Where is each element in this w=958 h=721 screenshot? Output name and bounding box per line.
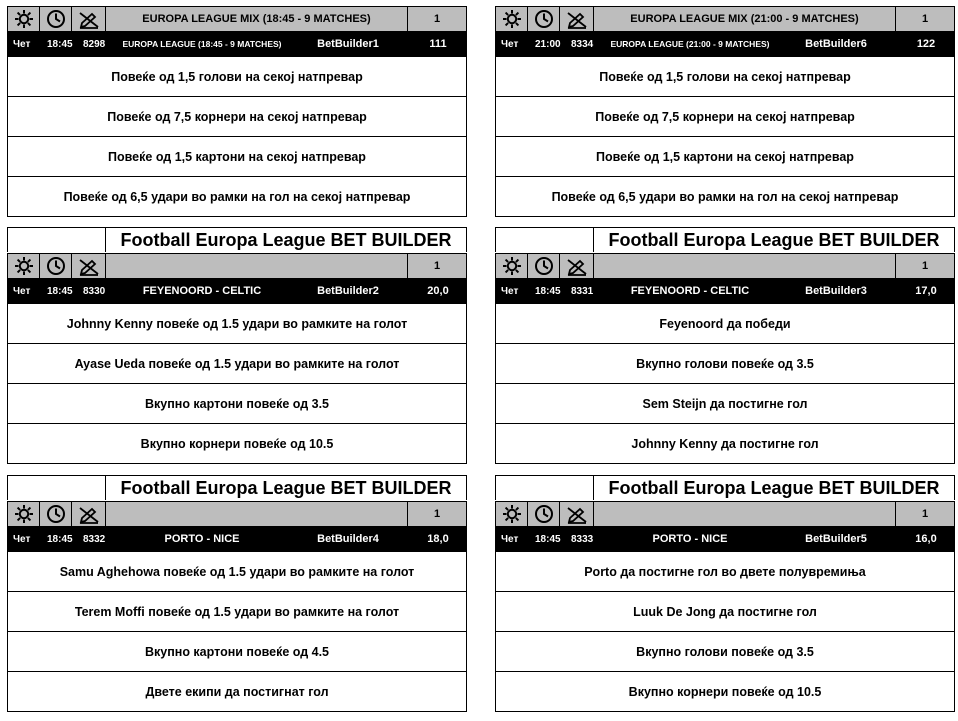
selection-item: Повеќе од 7,5 корнери на секој натпревар	[7, 97, 467, 137]
icon-row	[495, 501, 955, 527]
count-cell: 1	[895, 254, 954, 278]
event-row[interactable]	[495, 527, 955, 551]
selection-item: Вкупно корнери повеќе од 10.5	[7, 424, 467, 464]
count-cell: 1	[407, 502, 466, 526]
day-cell: Чет	[13, 38, 31, 50]
event-row[interactable]	[7, 32, 467, 56]
time-cell: 18:45	[47, 285, 73, 297]
time-cell: 18:45	[535, 533, 561, 545]
clock-icon[interactable]	[40, 502, 72, 526]
builder-name: BetBuilder2	[317, 285, 379, 297]
time-cell: 21:00	[535, 38, 561, 50]
day-cell: Чет	[501, 533, 519, 545]
gear-icon[interactable]	[8, 254, 40, 278]
selection-item: Повеќе од 1,5 голови на секој натпревар	[495, 57, 955, 97]
odds-cell: 111	[429, 38, 447, 50]
selection-list	[7, 551, 467, 712]
selection-item: Terem Moffi повеќе од 1.5 удари во рамките на голот	[7, 592, 467, 632]
gear-icon[interactable]	[496, 7, 528, 31]
card-title: Football Europa League BET BUILDER	[593, 227, 955, 252]
title-blank-cell	[7, 475, 107, 500]
icon-row	[495, 6, 955, 32]
count-cell: 1	[895, 502, 954, 526]
selection-item: Johnny Kenny повеќе од 1.5 удари во рамките на голот	[7, 304, 467, 344]
clock-icon[interactable]	[528, 7, 560, 31]
no-write-icon[interactable]	[560, 7, 594, 31]
icon-row	[7, 501, 467, 527]
selection-item: Повеќе од 6,5 удари во рамки на гол на секој натпревар	[7, 177, 467, 217]
clock-icon[interactable]	[40, 7, 72, 31]
no-write-icon[interactable]	[560, 502, 594, 526]
clock-icon[interactable]	[528, 254, 560, 278]
selection-item: Вкупно картони повеќе од 4.5	[7, 632, 467, 672]
icon-row	[7, 253, 467, 279]
selection-item: Повеќе од 7,5 корнери на секој натпревар	[495, 97, 955, 137]
event-name: FEYENOORD - CELTIC	[142, 285, 262, 297]
count-cell: 1	[407, 254, 466, 278]
selection-list	[495, 56, 955, 217]
event-row[interactable]	[495, 32, 955, 56]
code-cell: 8330	[83, 285, 106, 297]
bet-card	[495, 227, 955, 464]
event-row[interactable]	[7, 527, 467, 551]
event-name: PORTO - NICE	[652, 533, 728, 545]
event-name: EUROPA LEAGUE (18:45 - 9 MATCHES)	[122, 39, 282, 49]
clock-icon[interactable]	[528, 502, 560, 526]
no-write-icon[interactable]	[72, 254, 106, 278]
count-cell: 1	[407, 7, 466, 31]
code-cell: 8331	[571, 285, 594, 297]
card-title: Football Europa League BET BUILDER	[593, 475, 955, 500]
event-name: EUROPA LEAGUE (21:00 - 9 MATCHES)	[610, 39, 770, 49]
card-titlebar	[495, 227, 955, 253]
selection-item: Вкупно картони повеќе од 3.5	[7, 384, 467, 424]
code-cell: 8334	[571, 38, 594, 50]
selection-item: Вкупно голови повеќе од 3.5	[495, 632, 955, 672]
bet-card	[495, 6, 955, 217]
time-cell: 18:45	[47, 533, 73, 545]
odds-cell: 18,0	[427, 533, 449, 545]
event-row[interactable]	[7, 279, 467, 303]
day-cell: Чет	[501, 285, 519, 297]
odds-cell: 17,0	[915, 285, 937, 297]
header-label: EUROPA LEAGUE MIX (18:45 - 9 MATCHES)	[142, 13, 371, 25]
code-cell: 8332	[83, 533, 106, 545]
icon-row	[7, 6, 467, 32]
gear-icon[interactable]	[496, 254, 528, 278]
selection-item: Ayase Ueda повеќе од 1.5 удари во рамките на голот	[7, 344, 467, 384]
selection-item: Luuk De Jong да постигне гол	[495, 592, 955, 632]
code-cell: 8298	[83, 38, 106, 50]
day-cell: Чет	[13, 285, 31, 297]
time-cell: 18:45	[47, 38, 73, 50]
odds-cell: 20,0	[427, 285, 449, 297]
selection-list	[7, 56, 467, 217]
gear-icon[interactable]	[8, 502, 40, 526]
bet-card	[495, 475, 955, 712]
selection-item: Двете екипи да постигнат гол	[7, 672, 467, 712]
header-label	[106, 502, 407, 526]
builder-name: BetBuilder3	[805, 285, 867, 297]
event-row[interactable]	[495, 279, 955, 303]
selection-item: Johnny Kenny да постигне гол	[495, 424, 955, 464]
bet-card	[7, 475, 467, 712]
count-cell: 1	[895, 7, 954, 31]
selection-list	[495, 551, 955, 712]
builder-name: BetBuilder1	[317, 38, 379, 50]
bet-card	[7, 227, 467, 464]
card-title: Football Europa League BET BUILDER	[105, 227, 467, 252]
no-write-icon[interactable]	[72, 7, 106, 31]
odds-cell: 16,0	[915, 533, 937, 545]
title-blank-cell	[7, 227, 107, 252]
event-name: FEYENOORD - CELTIC	[630, 285, 750, 297]
title-blank-cell	[495, 227, 595, 252]
card-titlebar	[495, 475, 955, 501]
bet-card	[7, 6, 467, 217]
selection-item: Samu Aghehowa повеќе од 1.5 удари во рамките на голот	[7, 552, 467, 592]
builder-name: BetBuilder6	[805, 38, 867, 50]
no-write-icon[interactable]	[72, 502, 106, 526]
card-title: Football Europa League BET BUILDER	[105, 475, 467, 500]
selection-item: Повеќе од 1,5 картони на секој натпревар	[7, 137, 467, 177]
gear-icon[interactable]	[8, 7, 40, 31]
card-titlebar	[7, 227, 467, 253]
odds-cell: 122	[916, 38, 936, 50]
day-cell: Чет	[13, 533, 31, 545]
icon-row	[495, 253, 955, 279]
title-blank-cell	[495, 475, 595, 500]
selection-item: Повеќе од 6,5 удари во рамки на гол на секој натпревар	[495, 177, 955, 217]
header-label	[106, 254, 407, 278]
selection-item: Вкупно корнери повеќе од 10.5	[495, 672, 955, 712]
selection-item: Вкупно голови повеќе од 3.5	[495, 344, 955, 384]
selection-list	[7, 303, 467, 464]
selection-item: Feyenoord да победи	[495, 304, 955, 344]
no-write-icon[interactable]	[560, 254, 594, 278]
card-titlebar	[7, 475, 467, 501]
day-cell: Чет	[501, 38, 519, 50]
header-label	[594, 254, 895, 278]
selection-item: Повеќе од 1,5 картони на секој натпревар	[495, 137, 955, 177]
header-label: EUROPA LEAGUE MIX (21:00 - 9 MATCHES)	[630, 13, 859, 25]
builder-name: BetBuilder4	[317, 533, 379, 545]
selection-item: Повеќе од 1,5 голови на секој натпревар	[7, 57, 467, 97]
header-label	[594, 502, 895, 526]
gear-icon[interactable]	[496, 502, 528, 526]
selection-list	[495, 303, 955, 464]
code-cell: 8333	[571, 533, 594, 545]
event-name: PORTO - NICE	[164, 533, 240, 545]
clock-icon[interactable]	[40, 254, 72, 278]
selection-item: Porto да постигне гол во двете полувремиња	[495, 552, 955, 592]
selection-item: Sem Steijn да постигне гол	[495, 384, 955, 424]
time-cell: 18:45	[535, 285, 561, 297]
builder-name: BetBuilder5	[805, 533, 867, 545]
